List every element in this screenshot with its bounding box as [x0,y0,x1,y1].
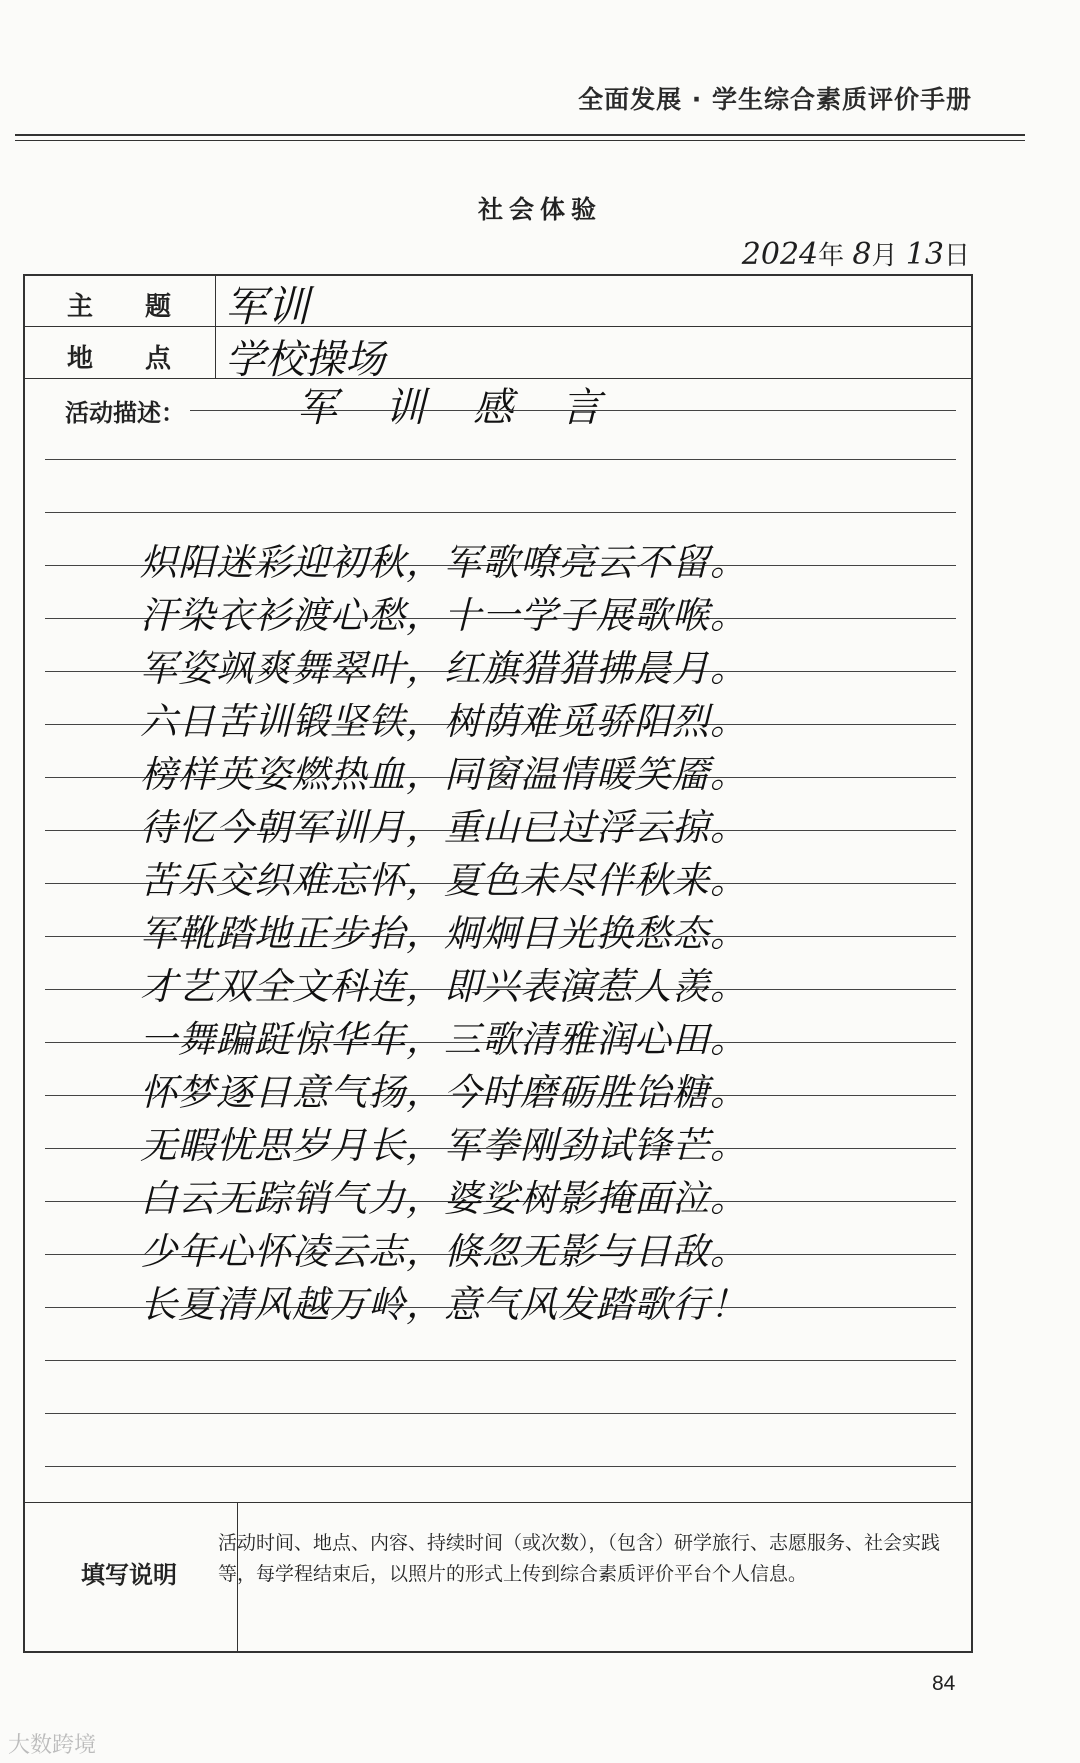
ruled-line [45,512,956,513]
poem-line: 军姿飒爽舞翠叶，红旗猎猎拂晨月。 [140,647,748,690]
date-month: 8 [852,237,872,272]
poem-line: 无暇忧思岁月长，军拳刚劲试锋芒。 [140,1124,748,1167]
poem-line: 白云无踪销气力，婆娑树影掩面泣。 [140,1177,748,1220]
date-day: 13 [905,237,944,272]
ruled-line [45,459,956,460]
watermark: 大数跨境 [8,1733,97,1758]
poem-line: 苦乐交织难忘怀，夏色未尽伴秋来。 [140,859,748,902]
date-year-suffix: 年 [818,240,845,270]
poem-line: 长夏清风越万岭，意气风发踏歌行！ [140,1283,748,1326]
ruled-line [45,1466,956,1467]
date-month-suffix: 月 [871,240,898,270]
topic-label: 主 题 [67,292,172,322]
description-heading: 军 训 感 言 [297,385,605,431]
poem-line: 一舞蹁跹惊华年，三歌清雅润心田。 [140,1018,748,1061]
section-title: 社会体验 [477,195,602,224]
poem-line: 少年心怀凌云志，倏忽无影与日敌。 [140,1230,748,1273]
label-column-divider [215,276,216,378]
location-value: 学校操场 [225,337,385,383]
poem-line: 榜样英姿燃热血，同窗温情暖笑靥。 [140,753,748,796]
entry-date [742,235,970,272]
topic-value: 军训 [225,282,310,331]
header-divider-thin [15,140,1025,141]
date-year: 2024 [741,237,819,272]
location-label: 地 点 [67,344,172,374]
instructions-divider [25,1502,971,1503]
poem-line: 才艺双全文科连，即兴表演惹人羡。 [140,965,748,1008]
poem-line: 六日苦训锻坚铁，树荫难觅骄阳烈。 [140,700,748,743]
poem-line: 汗染衣衫渡心愁，十一学子展歌喉。 [140,594,748,637]
instructions-label: 填写说明 [81,1561,177,1589]
poem-line: 炽阳迷彩迎初秋，军歌嘹亮云不留。 [140,541,748,584]
instructions-text: 活动时间、地点、内容、持续时间（或次数），（包含）研学旅行、志愿服务、社会实践等，每学程结束后，以照片的形式上传到综合素质评价平台个人信息。 [218,1532,941,1585]
ruled-line [45,1360,956,1361]
ruled-line [190,410,956,411]
page-number: 84 [932,1672,956,1695]
handbook-header-title: 全面发展 · 学生综合素质评价手册 [578,85,972,114]
poem-line: 待忆今朝军训月，重山已过浮云掠。 [140,806,748,849]
date-day-suffix: 日 [943,240,970,270]
description-label: 活动描述： [65,399,185,427]
poem-line: 军靴踏地正步抬，炯炯目光换愁态。 [140,912,748,955]
poem-line: 怀梦逐日意气扬，今时磨砺胜饴糖。 [140,1071,748,1114]
header-divider-thick [15,134,1025,136]
topic-row-divider [25,326,971,327]
ruled-line [45,1413,956,1414]
